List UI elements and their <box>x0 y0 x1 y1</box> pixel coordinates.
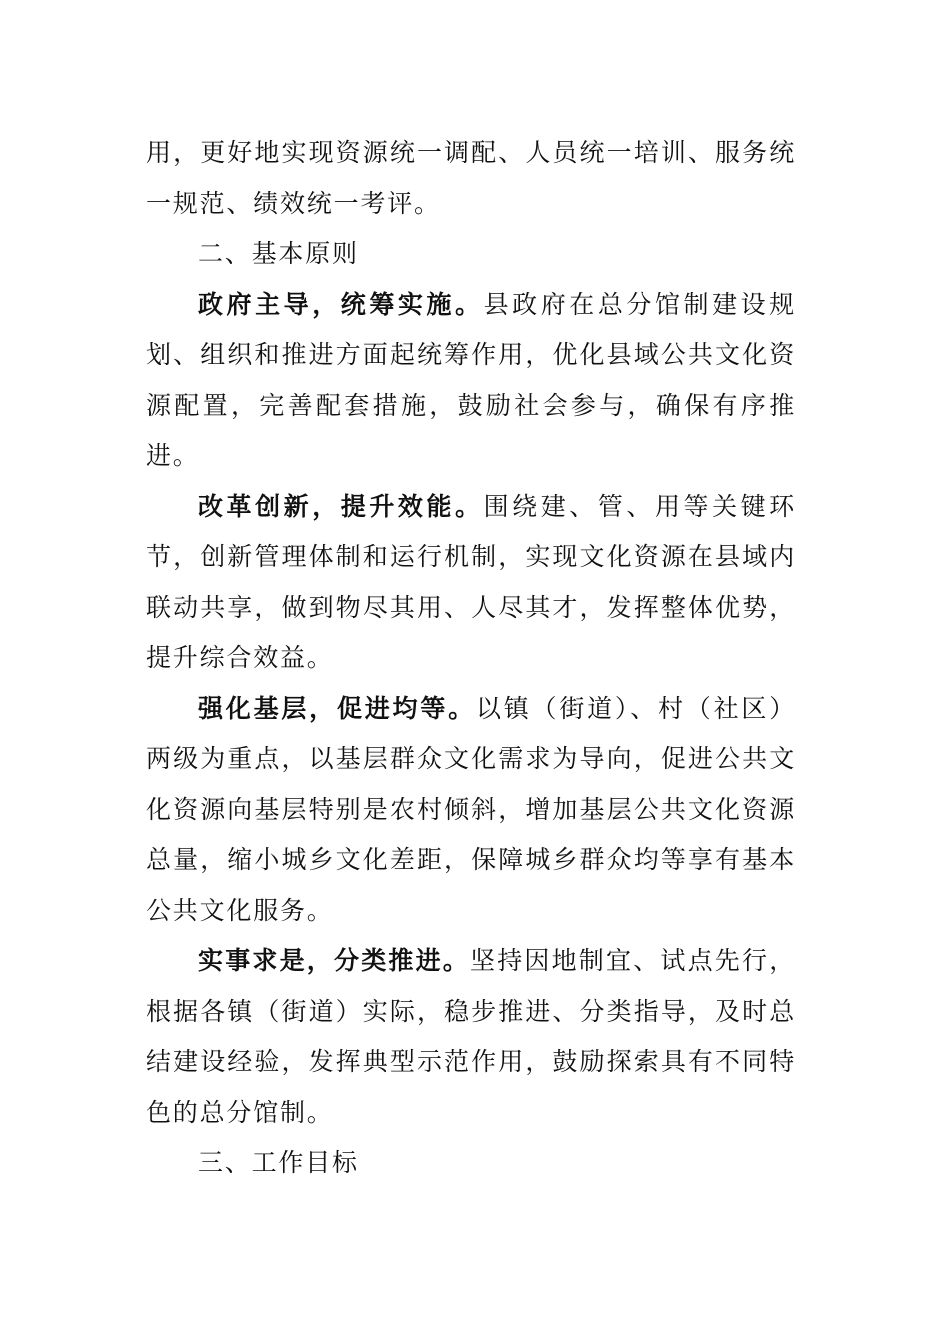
paragraph-lead: 改革创新，提升效能。 <box>198 491 484 521</box>
paragraph-strengthen-grassroots <box>146 684 796 937</box>
paragraph-body: 坚持因地制宜、试点先行，根据各镇（街道）实际，稳步推进、分类指导，及时总结建设经验，发挥典型示范作用，鼓励探索具有不同特色的总分馆制。 <box>146 946 796 1127</box>
paragraph-body: 围绕建、管、用等关键环节，创新管理体制和运行机制，实现文化资源在县域内联动共享，做到物尽其用、人尽其才，发挥整体优势，提升综合效益。 <box>146 491 796 672</box>
paragraph-body: 县政府在总分馆制建设规划、组织和推进方面起统筹作用，优化县域公共文化资源配置，完善配套措施，鼓励社会参与，确保有序推进。 <box>146 289 796 470</box>
paragraph-continuation: 用，更好地实现资源统一调配、人员统一培训、服务统一规范、绩效统一考评。 <box>146 138 796 218</box>
paragraph-practical-classified <box>146 936 796 1138</box>
document-body <box>146 128 796 1189</box>
paragraph-lead: 政府主导，统筹实施。 <box>198 289 484 319</box>
section-heading-work-goals: 三、工作目标 <box>198 1148 359 1177</box>
paragraph-lead: 实事求是，分类推进。 <box>198 946 470 975</box>
paragraph-reform-innovation <box>146 482 796 684</box>
paragraph-lead: 强化基层，促进均等。 <box>198 693 476 723</box>
paragraph-body: 以镇（街道）、村（社区）两级为重点，以基层群众文化需求为导向，促进公共文化资源向基层特别是农村倾斜，增加基层公共文化资源总量，缩小城乡文化差距，保障城乡群众均等享有基本公共文化服务。 <box>146 693 796 925</box>
paragraph-government-led <box>146 280 796 482</box>
section-heading-basic-principles: 二、基本原则 <box>198 239 359 268</box>
